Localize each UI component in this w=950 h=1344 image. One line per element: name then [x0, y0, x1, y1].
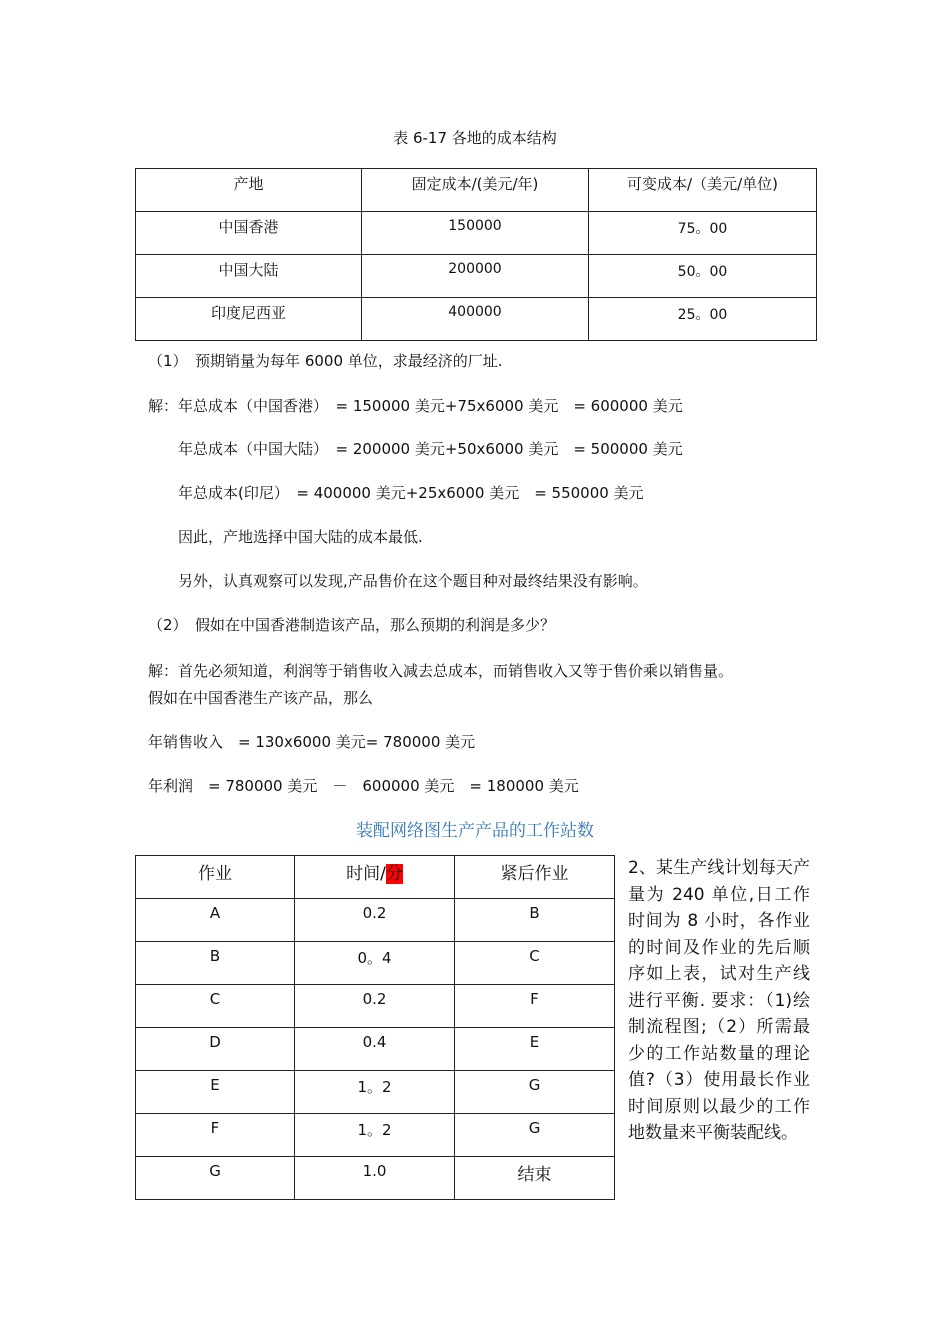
- table-row: [136, 212, 817, 255]
- table-cell: 200000: [362, 255, 589, 298]
- table-row: [136, 1028, 615, 1071]
- question-1: （1） 预期销量为每年 6000 单位，求最经济的厂址.: [148, 352, 503, 370]
- header-cell: 可变成本/（美元/单位): [589, 169, 817, 212]
- table-cell: 0.2: [295, 985, 455, 1028]
- table-cell: F: [136, 1114, 295, 1157]
- solution-line: 假如在中国香港生产该产品，那么: [148, 689, 374, 707]
- highlighted-unit: 分: [385, 864, 403, 884]
- table-cell: 0。4: [295, 942, 455, 985]
- table-cell: 50。00: [589, 255, 817, 298]
- table-cell: 1。2: [295, 1114, 455, 1157]
- header-cell: 固定成本/(美元/年): [362, 169, 589, 212]
- note-line: 另外，认真观察可以发现,产品售价在这个题目种对最终结果没有影响。: [178, 572, 648, 590]
- table-cell: C: [455, 942, 615, 985]
- table-cell: 25。00: [589, 298, 817, 341]
- table-cell: E: [136, 1071, 295, 1114]
- table-row: [136, 298, 817, 341]
- table-cell: 印度尼西亚: [136, 298, 362, 341]
- table-cell: A: [136, 899, 295, 942]
- table-row: [136, 1157, 615, 1200]
- header-cell: 紧后作业: [455, 856, 615, 899]
- table-cell: 1。2: [295, 1071, 455, 1114]
- header-cell: 产地: [136, 169, 362, 212]
- table-cell: 1.0: [295, 1157, 455, 1200]
- table-cell: C: [136, 985, 295, 1028]
- table-row: [136, 899, 615, 942]
- table-cell: 0.4: [295, 1028, 455, 1071]
- table-row: [136, 1071, 615, 1114]
- table-cell: G: [455, 1071, 615, 1114]
- table-cell: 中国大陆: [136, 255, 362, 298]
- cost-structure-table: [135, 168, 817, 341]
- work-station-table: [135, 855, 615, 1200]
- solution-line: 解：年总成本（中国香港） = 150000 美元+75x6000 美元 = 600000 美元: [148, 397, 683, 415]
- table2-title: 装配网络图生产产品的工作站数: [356, 821, 594, 841]
- solution-line: 年总成本(印尼） = 400000 美元+25x6000 美元 = 550000 美元: [178, 484, 644, 502]
- table-header-row: [136, 169, 817, 212]
- table-cell: 0.2: [295, 899, 455, 942]
- table-cell: 75。00: [589, 212, 817, 255]
- problem-2-text: 2、某生产线计划每天产量为 240 单位,日工作时间为 8 小时，各作业的时间及作业的先后顺序如上表，试对生产线进行平衡. 要求：（1)绘制流程图;（2）所需最少的工作站数量的理论值?（3）使用最长作业时间原则以最少的工作地数量来平衡装配线。: [628, 858, 810, 1143]
- table-cell: E: [455, 1028, 615, 1071]
- table-cell: B: [136, 942, 295, 985]
- table-row: [136, 255, 817, 298]
- header-cell: [295, 856, 455, 899]
- header-text: 时间/: [346, 864, 386, 884]
- table-cell: D: [136, 1028, 295, 1071]
- table-cell: 150000: [362, 212, 589, 255]
- table-cell: F: [455, 985, 615, 1028]
- table-row: [136, 942, 615, 985]
- profit-line: 年利润 = 780000 美元 － 600000 美元 = 180000 美元: [148, 777, 579, 795]
- revenue-line: 年销售收入 = 130x6000 美元= 780000 美元: [148, 733, 476, 751]
- solution-line: 年总成本（中国大陆） = 200000 美元+50x6000 美元 = 500000 美元: [178, 440, 683, 458]
- table-cell: B: [455, 899, 615, 942]
- header-cell: 作业: [136, 856, 295, 899]
- table-cell: 中国香港: [136, 212, 362, 255]
- table-cell: 结束: [455, 1157, 615, 1200]
- table-cell: 400000: [362, 298, 589, 341]
- table-cell: G: [455, 1114, 615, 1157]
- table-header-row: [136, 856, 615, 899]
- conclusion-line: 因此，产地选择中国大陆的成本最低.: [178, 528, 423, 546]
- solution-line: 解：首先必须知道，利润等于销售收入减去总成本，而销售收入又等于售价乘以销售量。: [148, 662, 734, 680]
- table-row: [136, 985, 615, 1028]
- question-2: （2） 假如在中国香港制造该产品，那么预期的利润是多少？: [148, 616, 556, 634]
- table-row: [136, 1114, 615, 1157]
- table1-title: 表 6-17 各地的成本结构: [393, 129, 557, 147]
- table-cell: G: [136, 1157, 295, 1200]
